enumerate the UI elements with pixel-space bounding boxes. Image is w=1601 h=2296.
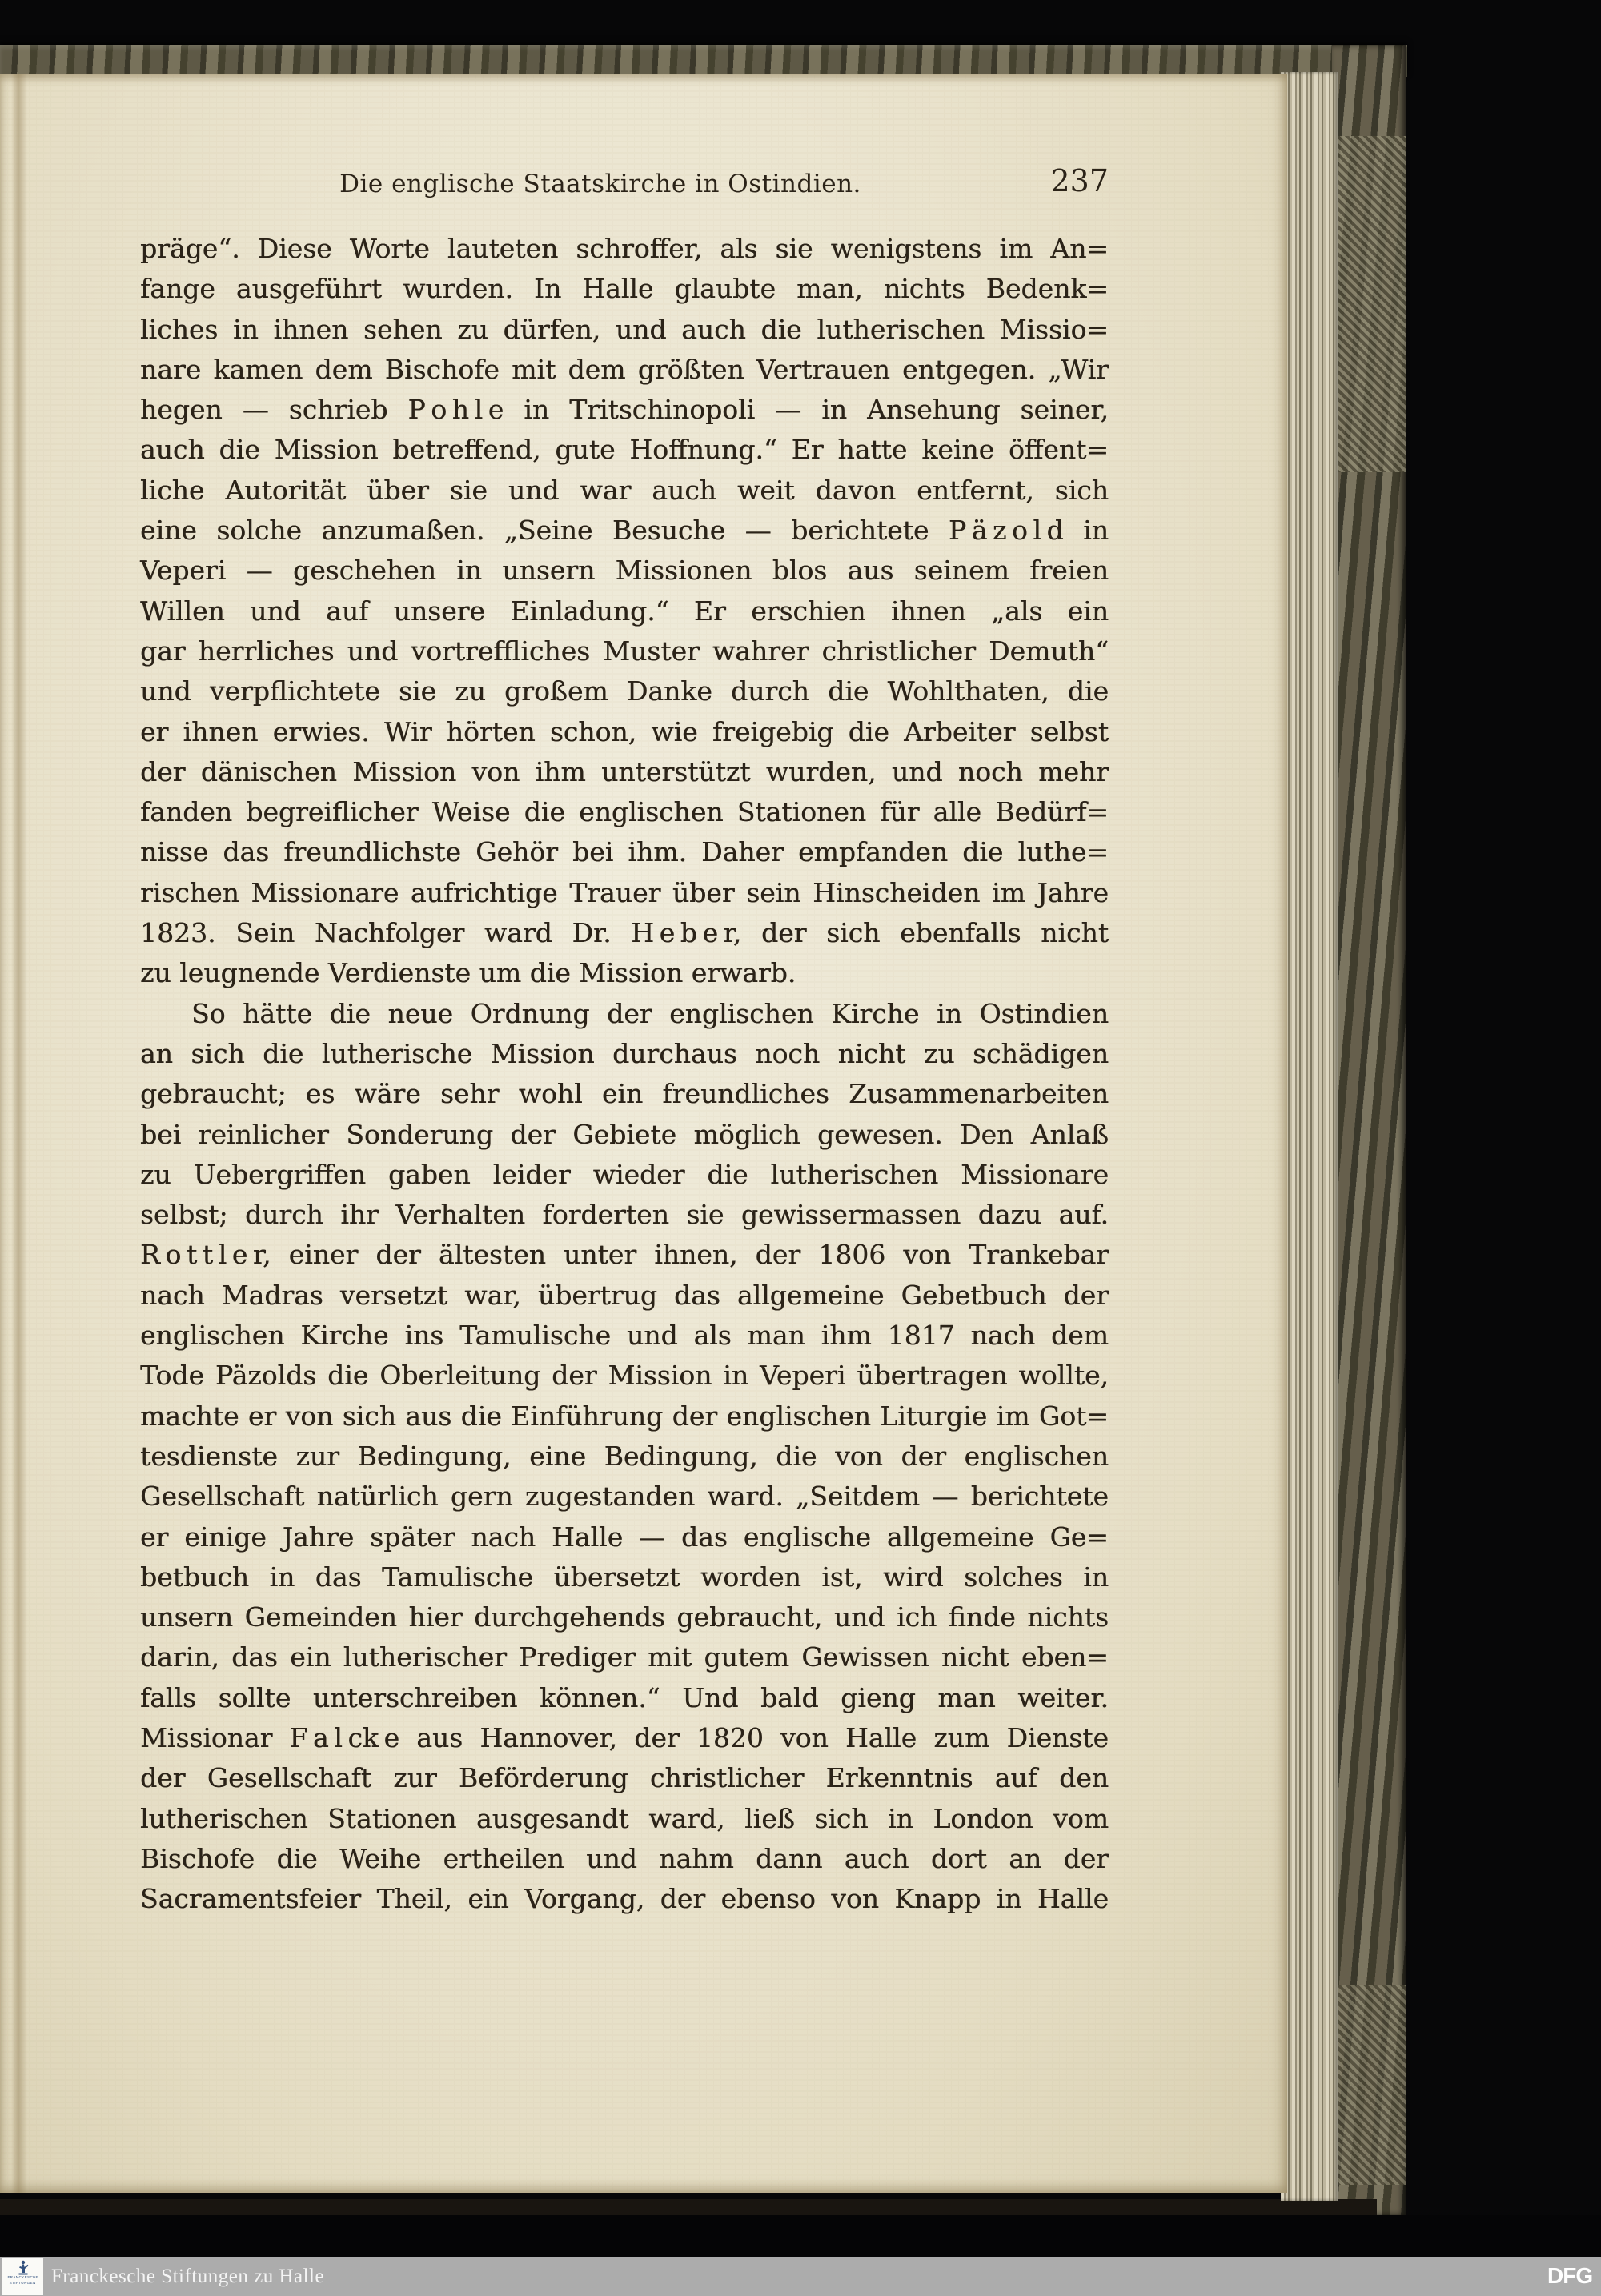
text-line: bei reinlicher Sonderung der Gebiete möglich gewesen. Den Anlaß <box>140 1118 1109 1150</box>
text-line: fange ausgeführt wurden. In Halle glaubte man, nichts Bedenk= <box>140 273 1109 305</box>
text-line: R o t t l e r, einer der ältesten unter ihnen, der 1806 von Trankebar <box>140 1239 1109 1271</box>
body-text <box>140 229 1109 1919</box>
text-line: machte er von sich aus die Einführung der englischen Liturgie im Got= <box>140 1400 1109 1432</box>
text-line: gebraucht; es wäre sehr wohl ein freundliches Zusammenarbeiten <box>140 1078 1109 1110</box>
text-line: hegen — schrieb P o h l e in Tritschinopoli — in Ansehung seiner, <box>140 394 1109 426</box>
text-line: der dänischen Mission von ihm unterstützt wurden, und noch mehr <box>140 755 1109 787</box>
text-line: fanden begreiflicher Weise die englischen Stationen für alle Bedürf= <box>140 796 1109 828</box>
text-line: er ihnen erwies. Wir hörten schon, wie freigebig die Arbeiter selbst <box>140 715 1109 747</box>
running-title: Die englische Staatskirche in Ostindien. <box>339 170 861 198</box>
text-line: selbst; durch ihr Verhalten forderten sie gewissermassen dazu auf. <box>140 1199 1109 1231</box>
book-cover-top-edge <box>0 45 1407 77</box>
franckesche-stiftungen-logo[interactable] <box>2 2258 43 2295</box>
text-line: So hätte die neue Ordnung der englischen Kirche in Ostindien <box>191 997 1109 1029</box>
text-line: Veperi — geschehen in unsern Missionen blos aus seinem freien <box>140 555 1109 587</box>
text-line: Sacramentsfeier Theil, ein Vorgang, der ebenso von Knapp in Halle <box>140 1883 1109 1915</box>
text-line: betbuch in das Tamulische übersetzt worden ist, wird solches in <box>140 1561 1109 1593</box>
text-line: liches in ihnen sehen zu dürfen, und auch die lutherischen Missio= <box>140 313 1109 345</box>
text-line: Missionar F a l ck e aus Hannover, der 1820 von Halle zum Dienste <box>140 1721 1109 1753</box>
text-line: Willen und auf unsere Einladung.“ Er erschien ihnen „als ein <box>140 595 1109 627</box>
text-line: nare kamen dem Bischofe mit dem größten Vertrauen entgegen. „Wir <box>140 353 1109 385</box>
text-line: Gesellschaft natürlich gern zugestanden ward. „Seitdem — berichtete <box>140 1481 1109 1513</box>
book-cover-bottom-edge <box>0 2199 1377 2215</box>
text-line: präge“. Diese Worte lauteten schroffer, als sie wenigstens im An= <box>140 233 1109 264</box>
text-line: eine solche anzumaßen. „Seine Besuche — berichtete P ä z o l d in <box>140 515 1109 547</box>
text-line: zu Uebergriffen gaben leider wieder die lutherischen Missionare <box>140 1158 1109 1190</box>
text-line: liche Autorität über sie und war auch weit davon entfernt, sich <box>140 474 1109 506</box>
text-line: auch die Mission betreffend, gute Hoffnung.“ Er hatte keine öffent= <box>140 434 1109 466</box>
page-edge-stack <box>1281 72 1338 2201</box>
text-line: Tode Päzolds die Oberleitung der Mission in Veperi übertragen wollte, <box>140 1360 1109 1392</box>
text-line: nisse das freundlichste Gehör bei ihm. Daher empfanden die luthe= <box>140 836 1109 868</box>
text-line: rischen Missionare aufrichtige Trauer über sein Hinscheiden im Jahre <box>140 876 1109 908</box>
text-line: an sich die lutherische Mission durchaus noch nicht zu schädigen <box>140 1037 1109 1069</box>
text-line: 1823. Sein Nachfolger ward Dr. H e b e r, der sich ebenfalls nicht <box>140 917 1109 949</box>
logo-caption-line2: STIFTUNGEN <box>9 2282 37 2286</box>
text-line: englischen Kirche ins Tamulische und als man ihm 1817 nach dem <box>140 1320 1109 1352</box>
text-line: gar herrliches und vortreffliches Muster wahrer christlicher Demuth“ <box>140 635 1109 667</box>
text-line: falls sollte unterschreiben können.“ Und bald gieng man weiter. <box>140 1681 1109 1713</box>
text-line: zu leugnende Verdienste um die Mission erwarb. <box>140 957 796 989</box>
franckesche-eagle-icon <box>14 2260 32 2276</box>
text-line: Bischofe die Weihe ertheilen und nahm dann auch dort an der <box>140 1842 1109 1874</box>
cover-cloth-texture <box>1332 1985 1406 2185</box>
text-line: darin, das ein lutherischer Prediger mit gutem Gewissen nicht eben= <box>140 1641 1109 1673</box>
page-number: 237 <box>1050 163 1109 198</box>
cover-cloth-texture <box>1332 136 1406 472</box>
text-line: tesdienste zur Bedingung, eine Bedingung, die von der englischen <box>140 1440 1109 1472</box>
text-line: unsern Gemeinden hier durchgehends gebraucht, und ich finde nichts <box>140 1601 1109 1633</box>
text-line: der Gesellschaft zur Beförderung christlicher Erkenntnis auf den <box>140 1762 1109 1794</box>
institution-label: Franckesche Stiftungen zu Halle <box>51 2266 325 2287</box>
text-line: lutherischen Stationen ausgesandt ward, ließ sich in London vom <box>140 1802 1109 1834</box>
dfg-logo[interactable]: DFG <box>1547 2263 1593 2288</box>
logo-caption-line1: FRANCKESCHE <box>7 2276 38 2280</box>
text-line: nach Madras versetzt war, übertrug das allgemeine Gebetbuch der <box>140 1279 1109 1311</box>
footer-background <box>0 2215 1601 2257</box>
text-line: er einige Jahre später nach Halle — das englische allgemeine Ge= <box>140 1521 1109 1553</box>
text-line: und verpflichtete sie zu großem Danke durch die Wohlthaten, die <box>140 675 1109 707</box>
